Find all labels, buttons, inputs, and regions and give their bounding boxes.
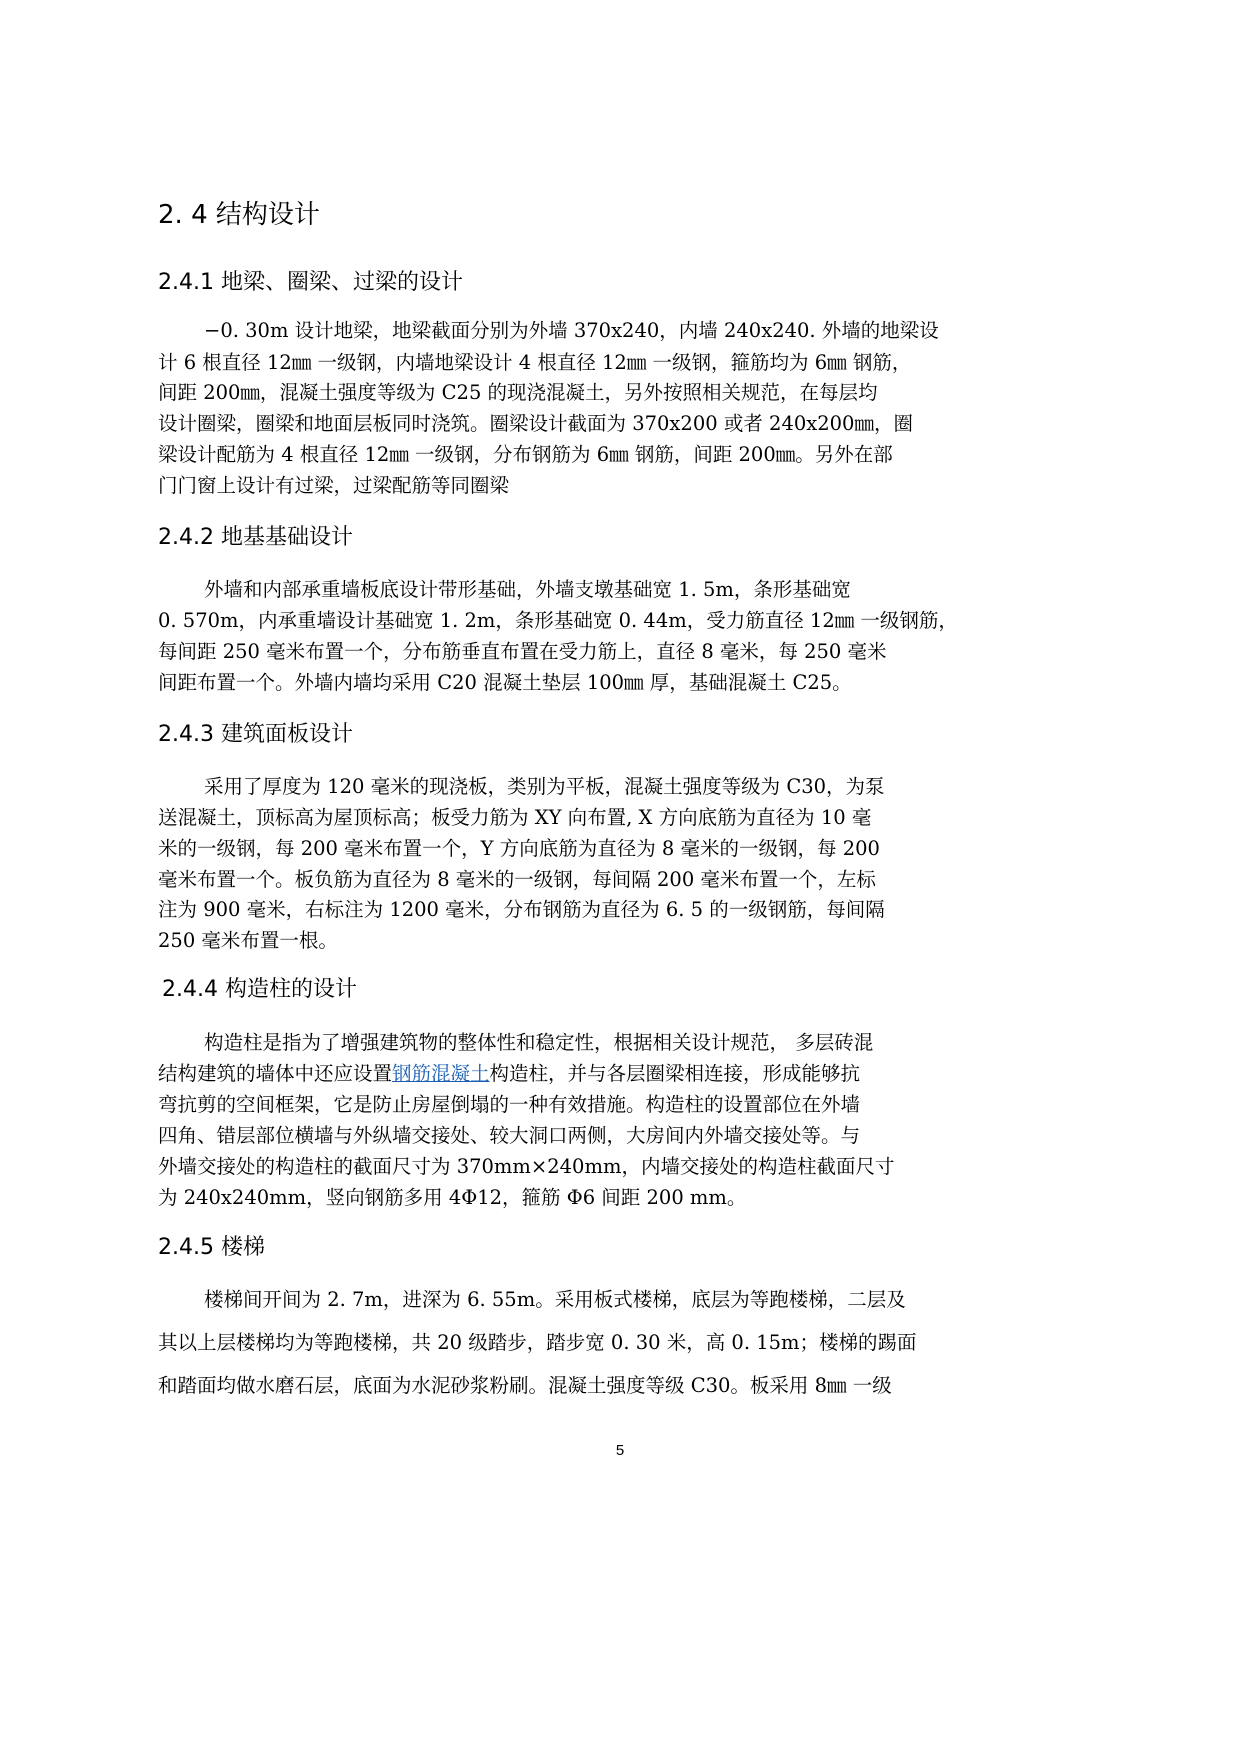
paragraph-line: 为 240x240mm，竖向钢筋多用 4Φ12，箍筋 Φ6 间距 200 mm。 (158, 1186, 747, 1209)
subsection-heading-2-4-1: 2.4.1 地梁、圈梁、过梁的设计 (158, 270, 463, 295)
paragraph-line: 外墙交接处的构造柱的截面尺寸为 370mm×240mm，内墙交接处的构造柱截面尺寸 (158, 1155, 895, 1178)
paragraph-line: 间距 200㎜，混凝土强度等级为 C25 的现浇混凝土，另外按照相关规范，在每层均 (158, 381, 878, 404)
section-heading: 2. 4 结构设计 (158, 200, 320, 230)
paragraph-line (158, 1061, 978, 1087)
paragraph-line: 间距布置一个。外墙内墙均采用 C20 混凝土垫层 100㎜ 厚，基础混凝土 C25。 (158, 671, 852, 694)
subsection-heading-2-4-5: 2.4.5 楼梯 (158, 1235, 265, 1260)
subsection-heading-2-4-3: 2.4.3 建筑面板设计 (158, 722, 353, 747)
paragraph-line: 外墙和内部承重墙板底设计带形基础，外墙支墩基础宽 1. 5m，条形基础宽 (204, 578, 851, 601)
paragraph-line: −0. 30m 设计地梁，地梁截面分别为外墙 370x240，内墙 240x240. 外墙的地梁设 (204, 319, 939, 342)
paragraph-line: 250 毫米布置一根。 (158, 929, 338, 952)
paragraph-line: 梁设计配筋为 4 根直径 12㎜ 一级钢，分布钢筋为 6㎜ 钢筋，间距 200㎜。另外在部 (158, 443, 893, 466)
paragraph-line: 米的一级钢，每 200 毫米布置一个，Y 方向底筋为直径为 8 毫米的一级钢，每 200 (158, 837, 880, 860)
paragraph-line: 设计圈梁，圈梁和地面层板同时浇筑。圈梁设计截面为 370x200 或者 240x200㎜，圈 (158, 412, 913, 435)
paragraph-line: 毫米布置一个。板负筋为直径为 8 毫米的一级钢，每间隔 200 毫米布置一个，左标 (158, 868, 876, 891)
paragraph-line: 四角、错层部位横墙与外纵墙交接处、较大洞口两侧，大房间内外墙交接处等。与 (158, 1124, 861, 1147)
paragraph-line: 楼梯间开间为 2. 7m，进深为 6. 55m。采用板式楼梯，底层为等跑楼梯，二层及 (204, 1288, 906, 1311)
paragraph-line: 门门窗上设计有过梁，过梁配筋等同圈梁 (158, 474, 510, 497)
subsection-heading-2-4-2: 2.4.2 地基基础设计 (158, 525, 353, 550)
paragraph-line: 弯抗剪的空间框架，它是防止房屋倒塌的一种有效措施。构造柱的设置部位在外墙 (158, 1093, 861, 1116)
paragraph-line: 送混凝土，顶标高为屋顶标高；板受力筋为 XY 向布置, X 方向底筋为直径为 10 毫 (158, 806, 872, 829)
paragraph-line: 采用了厚度为 120 毫米的现浇板，类别为平板，混凝土强度等级为 C30，为泵 (204, 775, 885, 798)
page-number: 5 (615, 1442, 625, 1459)
paragraph-line: 和踏面均做水磨石层，底面为水泥砂浆粉刷。混凝土强度等级 C30。板采用 8㎜ 一级 (158, 1374, 892, 1397)
paragraph-line: 构造柱是指为了增强建筑物的整体性和稳定性，根据相关设计规范， 多层砖混 (204, 1031, 874, 1054)
paragraph-line: 计 6 根直径 12㎜ 一级钢，内墙地梁设计 4 根直径 12㎜ 一级钢，箍筋均为 6㎜ 钢筋， (158, 351, 912, 374)
paragraph-line: 其以上层楼梯均为等跑楼梯，共 20 级踏步，踏步宽 0. 30 米，高 0. 15m；楼梯的踢面 (158, 1331, 917, 1354)
paragraph-text: 结构建筑的墙体中还应设置 (158, 1062, 393, 1085)
paragraph-line: 0. 570m，内承重墙设计基础宽 1. 2m，条形基础宽 0. 44m，受力筋直径 12㎜ 一级钢筋， (158, 609, 958, 632)
paragraph-line: 注为 900 毫米，右标注为 1200 毫米，分布钢筋为直径为 6. 5 的一级钢筋，每间隔 (158, 898, 885, 921)
subsection-heading-2-4-4: 2.4.4 构造柱的设计 (162, 977, 357, 1002)
paragraph-text: 构造柱，并与各层圈梁相连接，形成能够抗 (489, 1062, 861, 1085)
paragraph-line: 每间距 250 毫米布置一个，分布筋垂直布置在受力筋上，直径 8 毫米，每 250 毫米 (158, 640, 887, 663)
reinforced-concrete-link[interactable]: 钢筋混凝土 (392, 1062, 490, 1085)
